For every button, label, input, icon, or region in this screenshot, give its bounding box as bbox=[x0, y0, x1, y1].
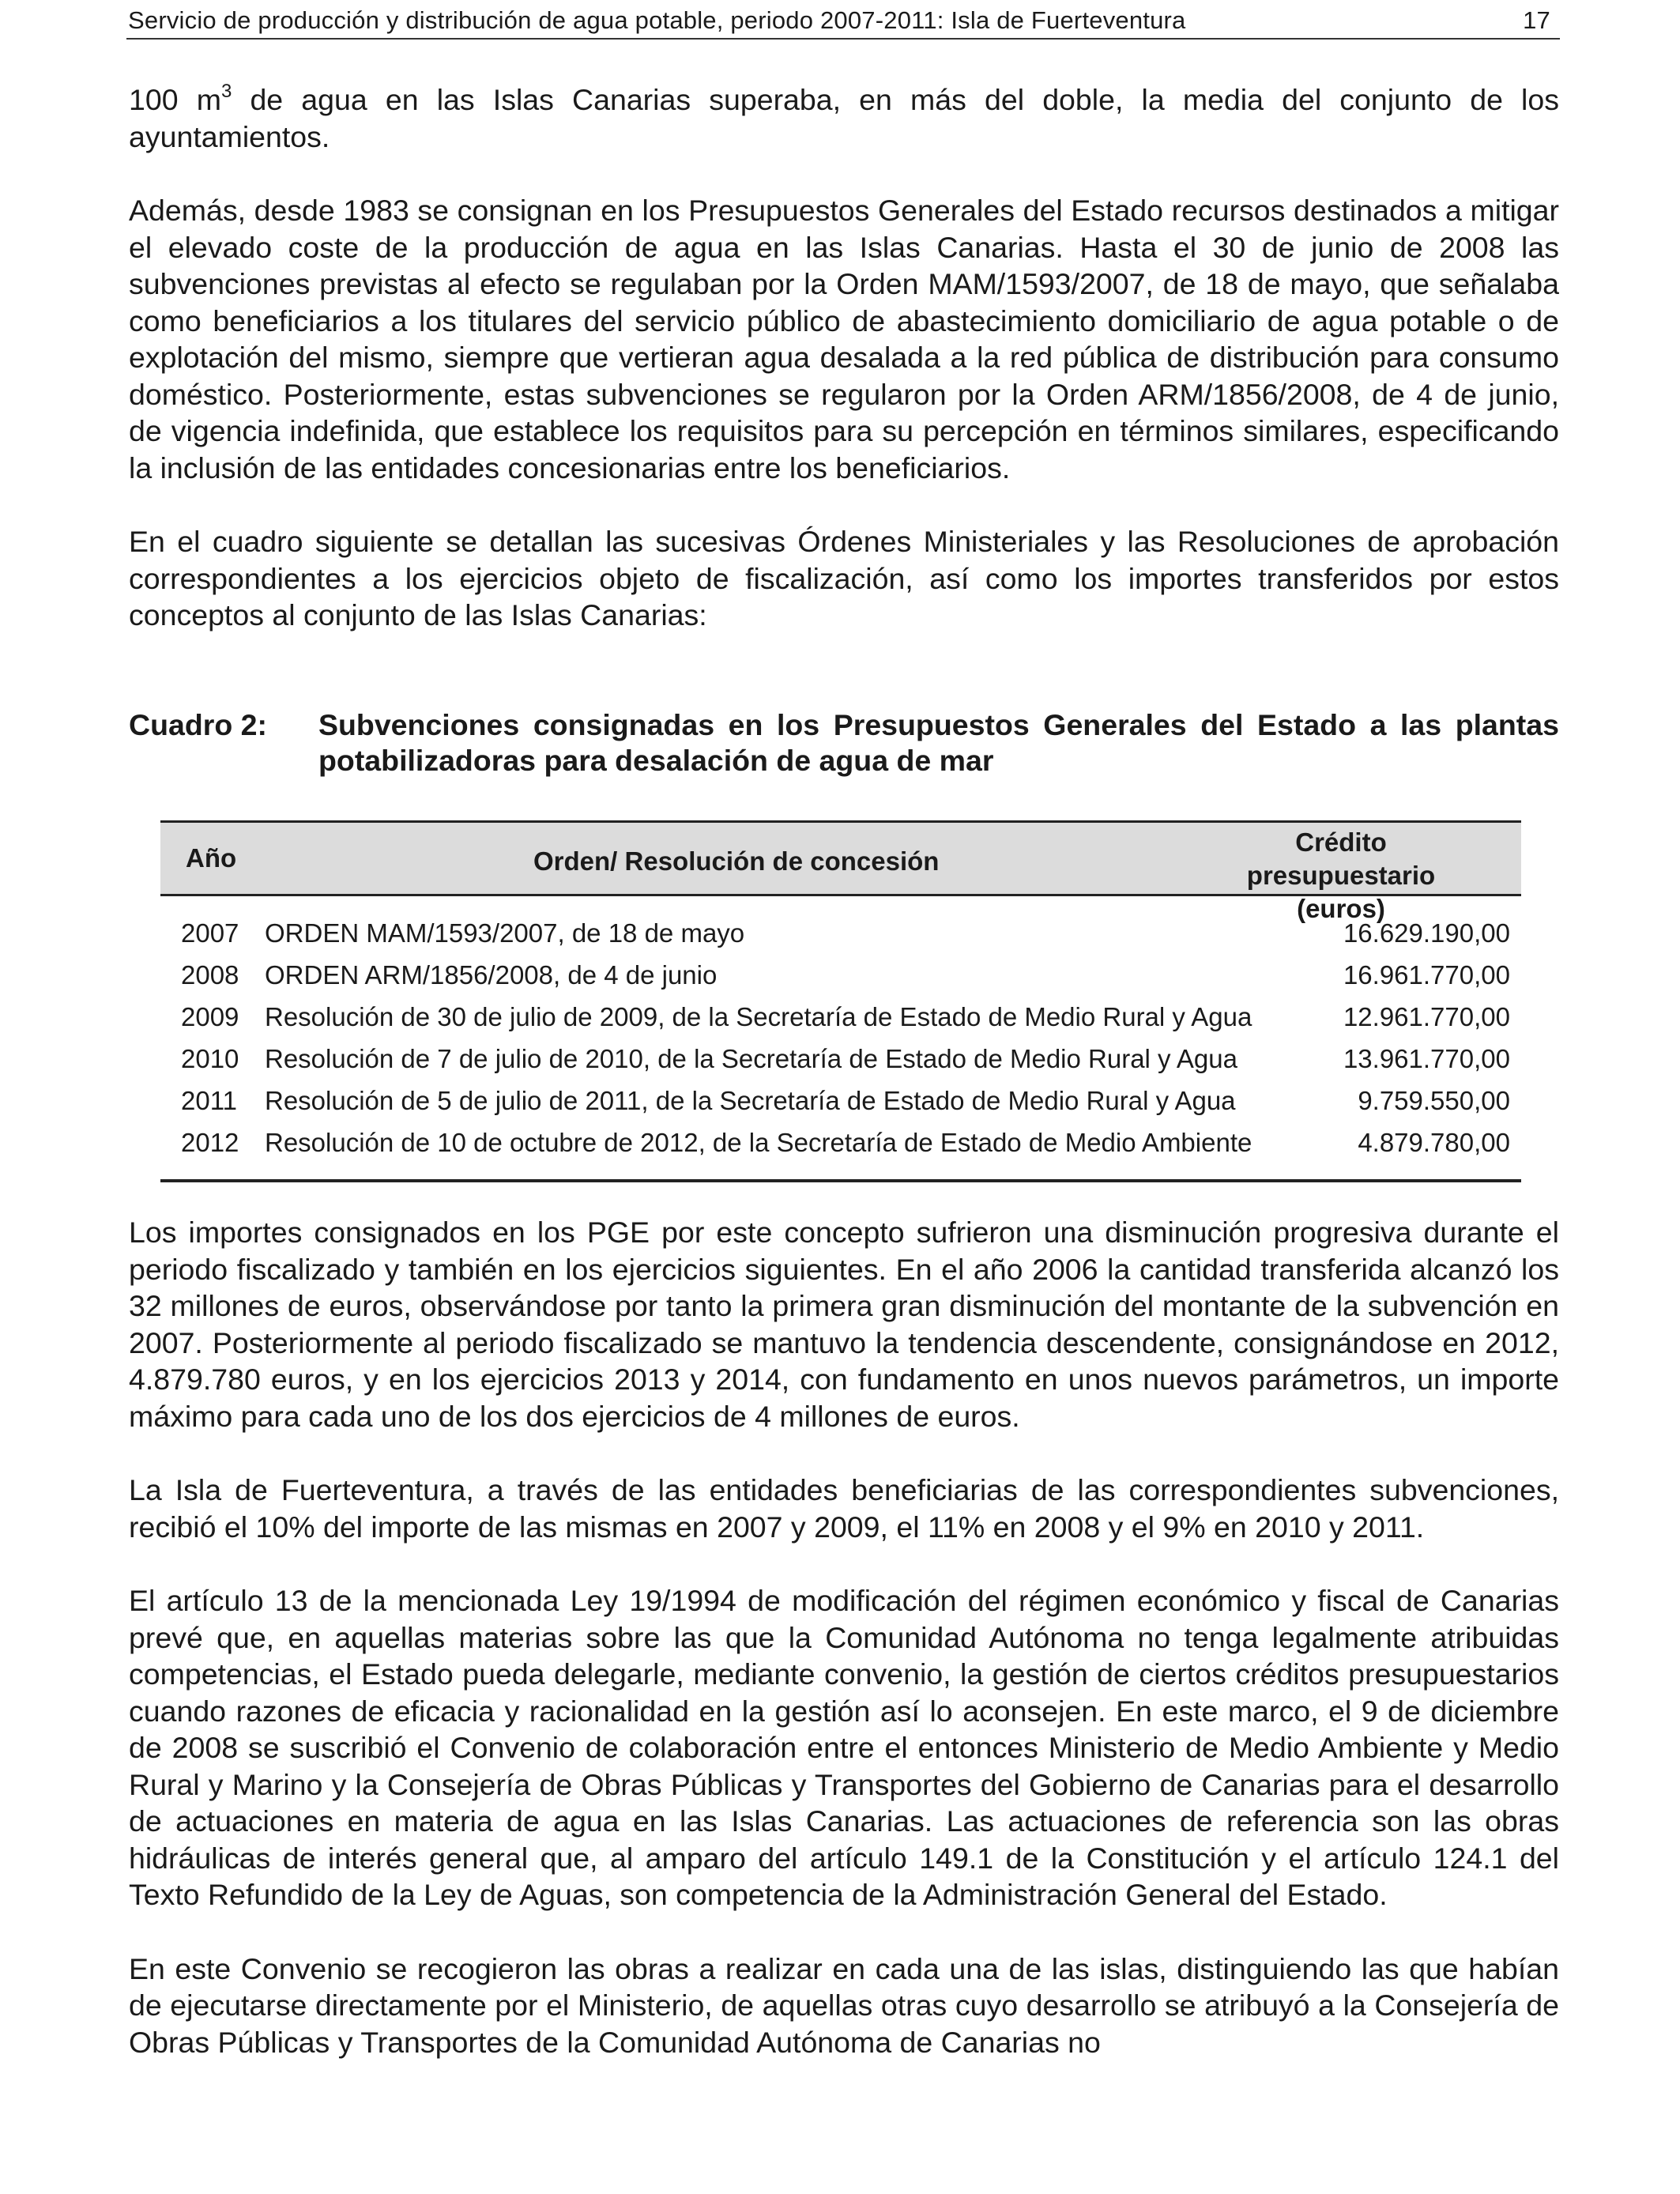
table-row bbox=[160, 1038, 1521, 1080]
paragraph-rest: de agua en las Islas Canarias superaba, en más del doble, la media del conjunto de los ayuntamientos. bbox=[129, 83, 1559, 153]
cell-amount: 4.879.780,00 bbox=[1358, 1128, 1510, 1157]
paragraph: Los importes consignados en los PGE por este concepto sufrieron una disminución progresiva durante el periodo fiscalizado y también en los ejercicios siguientes. En el año 2006 la cantidad transferida alcanzó los 32 millones de euros, observándose por tanto la primera gran disminución del montante de la subvención en 2007. Posteriormente al periodo fiscalizado se mantuvo la tendencia descendente, consignándose en 2012, 4.879.780 euros, y en los ejercicios 2013 y 2014, con fundamento en unos nuevos parámetros, un importe máximo para cada uno de los dos ejercicios de 4 millones de euros. bbox=[129, 1216, 1559, 1433]
running-header bbox=[126, 5, 1560, 40]
cell-year: 2011 bbox=[181, 1086, 237, 1115]
cell-order: ORDEN MAM/1593/2007, de 18 de mayo bbox=[265, 918, 745, 948]
cell-year: 2008 bbox=[181, 960, 239, 990]
table-row bbox=[160, 954, 1521, 996]
superscript-3: 3 bbox=[220, 81, 232, 102]
table-row bbox=[160, 1122, 1521, 1163]
cell-order: Resolución de 7 de julio de 2010, de la Secretaría de Estado de Medio Rural y Agua bbox=[265, 1044, 1237, 1073]
column-header-year: Año bbox=[186, 843, 237, 873]
header-title: Servicio de producción y distribución de agua potable, periodo 2007-2011: Isla de Fuerteventura bbox=[128, 6, 1186, 34]
cell-order: Resolución de 10 de octubre de 2012, de la Secretaría de Estado de Medio Ambiente bbox=[265, 1128, 1252, 1157]
cell-year: 2007 bbox=[181, 918, 239, 948]
caption-text: Subvenciones consignadas en los Presupuestos Generales del Estado a las plantas potabilizadoras para desalación de agua de mar bbox=[318, 708, 1559, 777]
table-body bbox=[160, 896, 1521, 1182]
subsidies-table bbox=[160, 820, 1521, 1182]
cell-amount: 16.961.770,00 bbox=[1343, 960, 1510, 990]
analysis-section bbox=[129, 1214, 1559, 2098]
cell-year: 2010 bbox=[181, 1044, 239, 1073]
cell-amount: 16.629.190,00 bbox=[1343, 918, 1510, 948]
cell-order: ORDEN ARM/1856/2008, de 4 de junio bbox=[265, 960, 718, 990]
paragraph: Además, desde 1983 se consignan en los Presupuestos Generales del Estado recursos destinados a mitigar el elevado coste de la producción de agua en las Islas Canarias. Hasta el 30 de junio de 2008 las subvenciones previstas al efecto se regulaban por la Orden MAM/1593/2007, de 18 de mayo, que señalaba como beneficiarios a los titulares del servicio público de abastecimiento domiciliario de agua potable o de explotación del mismo, siempre que vertieran agua desalada a la red pública de distribución para consumo doméstico. Posteriormente, estas subvenciones se regularon por la Orden ARM/1856/2008, de 4 de junio, de vigencia indefinida, que establece los requisitos para su percepción en términos similares, especificando la inclusión de las entidades concesionarias entre los beneficiarios. bbox=[129, 194, 1559, 484]
table-row bbox=[160, 912, 1521, 954]
table-row bbox=[160, 996, 1521, 1038]
table-row bbox=[160, 1080, 1521, 1122]
cell-amount: 13.961.770,00 bbox=[1343, 1044, 1510, 1073]
cell-order: Resolución de 30 de julio de 2009, de la Secretaría de Estado de Medio Rural y Agua bbox=[265, 1002, 1252, 1031]
cell-year: 2012 bbox=[181, 1128, 239, 1157]
paragraph: La Isla de Fuerteventura, a través de las entidades beneficiarias de las correspondientes subvenciones, recibió el 10% del importe de las mismas en 2007 y 2009, el 11% en 2008 y el 9% en 2010 y 2011. bbox=[129, 1473, 1559, 1544]
column-header-credit-line1: Crédito presupuestario bbox=[1246, 827, 1436, 890]
paragraph: En el cuadro siguiente se detallan las sucesivas Órdenes Ministeriales y las Resoluciones de aprobación correspondientes a los ejercicios objeto de fiscalización, así como los importes transferidos por estos conceptos al conjunto de las Islas Canarias: bbox=[129, 525, 1559, 631]
column-header-credit-line2: (euros) bbox=[1297, 894, 1385, 923]
paragraph-lead: 100 m bbox=[129, 83, 221, 116]
cell-amount: 9.759.550,00 bbox=[1358, 1086, 1510, 1115]
cell-order: Resolución de 5 de julio de 2011, de la Secretaría de Estado de Medio Rural y Agua bbox=[265, 1086, 1236, 1115]
caption-label: Cuadro 2: bbox=[129, 708, 268, 741]
cell-amount: 12.961.770,00 bbox=[1343, 1002, 1510, 1031]
cell-year: 2009 bbox=[181, 1002, 239, 1031]
intro-section bbox=[129, 81, 1559, 671]
paragraph: El artículo 13 de la mencionada Ley 19/1994 de modificación del régimen económico y fiscal de Canarias prevé que, en aquellas materias sobre las que la Comunidad Autónoma no tenga legalmente atribuidas competencias, el Estado pueda delegarle, mediante convenio, la gestión de ciertos créditos presupuestarios cuando razones de eficacia y racionalidad en la gestión así lo aconsejen. En este marco, el 9 de diciembre de 2008 se suscribió el Convenio de colaboración entre el entonces Ministerio de Medio Ambiente y Medio Rural y Marino y la Consejería de Obras Públicas y Transportes del Gobierno de Canarias para el desarrollo de actuaciones en materia de agua en las Islas Canarias. Las actuaciones de referencia son las obras hidráulicas de interés general que, al amparo del artículo 149.1 de la Constitución y el artículo 124.1 del Texto Refundido de la Ley de Aguas, son competencia de la Administración General del Estado. bbox=[129, 1584, 1559, 1911]
table-header bbox=[160, 820, 1521, 923]
column-header-order: Orden/ Resolución de concesión bbox=[533, 846, 940, 876]
page-number: 17 bbox=[1523, 6, 1550, 34]
paragraph bbox=[129, 81, 1559, 155]
paragraph: En este Convenio se recogieron las obras a realizar en cada una de las islas, distinguiendo las que habían de ejecutarse directamente por el Ministerio, de aquellas otras cuyo desarrollo se atribuyó a la Consejería de Obras Públicas y Transportes de la Comunidad Autónoma de Canarias no bbox=[129, 1951, 1559, 2059]
